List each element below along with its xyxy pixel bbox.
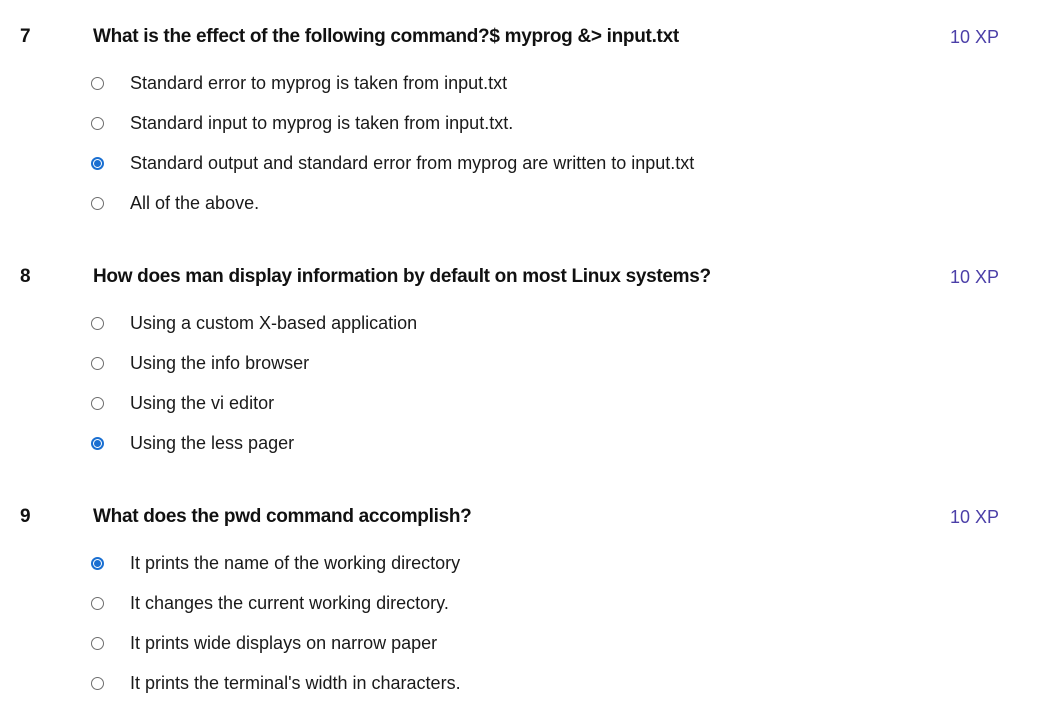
option-label[interactable]: Standard output and standard error from myprog are written to input.txt bbox=[130, 153, 695, 173]
question-text: What does the pwd command accomplish? bbox=[93, 506, 472, 527]
option-label[interactable]: Standard input to myprog is taken from input.txt. bbox=[130, 113, 514, 133]
radio-button[interactable] bbox=[91, 77, 104, 90]
answer-option[interactable] bbox=[91, 103, 694, 143]
radio-button[interactable] bbox=[91, 677, 104, 690]
option-label[interactable]: Using the less pager bbox=[130, 433, 295, 453]
radio-button[interactable] bbox=[91, 357, 104, 370]
option-label[interactable]: Using the info browser bbox=[130, 353, 310, 373]
answer-option[interactable] bbox=[91, 343, 417, 383]
radio-button[interactable] bbox=[91, 597, 104, 610]
radio-button-selected[interactable] bbox=[91, 157, 104, 170]
question-text: How does man display information by default on most Linux systems? bbox=[93, 266, 711, 287]
question-number: 7 bbox=[20, 26, 31, 47]
question-number: 9 bbox=[20, 506, 31, 527]
answer-option[interactable] bbox=[91, 623, 461, 663]
radio-button[interactable] bbox=[91, 117, 104, 130]
answer-option[interactable] bbox=[91, 63, 694, 103]
answer-option[interactable] bbox=[91, 543, 461, 583]
option-list bbox=[91, 303, 417, 463]
xp-badge: 10 XP bbox=[949, 27, 999, 47]
radio-button[interactable] bbox=[91, 637, 104, 650]
answer-option[interactable] bbox=[91, 583, 461, 623]
answer-option[interactable] bbox=[91, 663, 461, 703]
radio-button[interactable] bbox=[91, 397, 104, 410]
radio-button[interactable] bbox=[91, 197, 104, 210]
option-list bbox=[91, 543, 461, 703]
option-label[interactable]: It prints the terminal's width in characters. bbox=[130, 673, 461, 693]
option-label[interactable]: Standard error to myprog is taken from input.txt bbox=[130, 73, 508, 93]
radio-button[interactable] bbox=[91, 317, 104, 330]
radio-button-selected[interactable] bbox=[91, 437, 104, 450]
answer-option[interactable] bbox=[91, 303, 417, 343]
option-label[interactable]: It changes the current working directory. bbox=[130, 593, 449, 613]
answer-option[interactable] bbox=[91, 423, 417, 463]
question-text: What is the effect of the following command?$ myprog &> input.txt bbox=[93, 26, 679, 47]
answer-option[interactable] bbox=[91, 143, 694, 183]
radio-button-selected[interactable] bbox=[91, 557, 104, 570]
option-label[interactable]: Using a custom X-based application bbox=[130, 313, 418, 333]
option-label[interactable]: It prints the name of the working directory bbox=[130, 553, 461, 573]
question-number: 8 bbox=[20, 266, 31, 287]
option-label[interactable]: It prints wide displays on narrow paper bbox=[130, 633, 438, 653]
answer-option[interactable] bbox=[91, 383, 417, 423]
xp-badge: 10 XP bbox=[949, 267, 999, 287]
answer-option[interactable] bbox=[91, 183, 694, 223]
option-label[interactable]: Using the vi editor bbox=[130, 393, 275, 413]
option-list bbox=[91, 63, 694, 223]
xp-badge: 10 XP bbox=[949, 507, 999, 527]
option-label[interactable]: All of the above. bbox=[130, 193, 260, 213]
